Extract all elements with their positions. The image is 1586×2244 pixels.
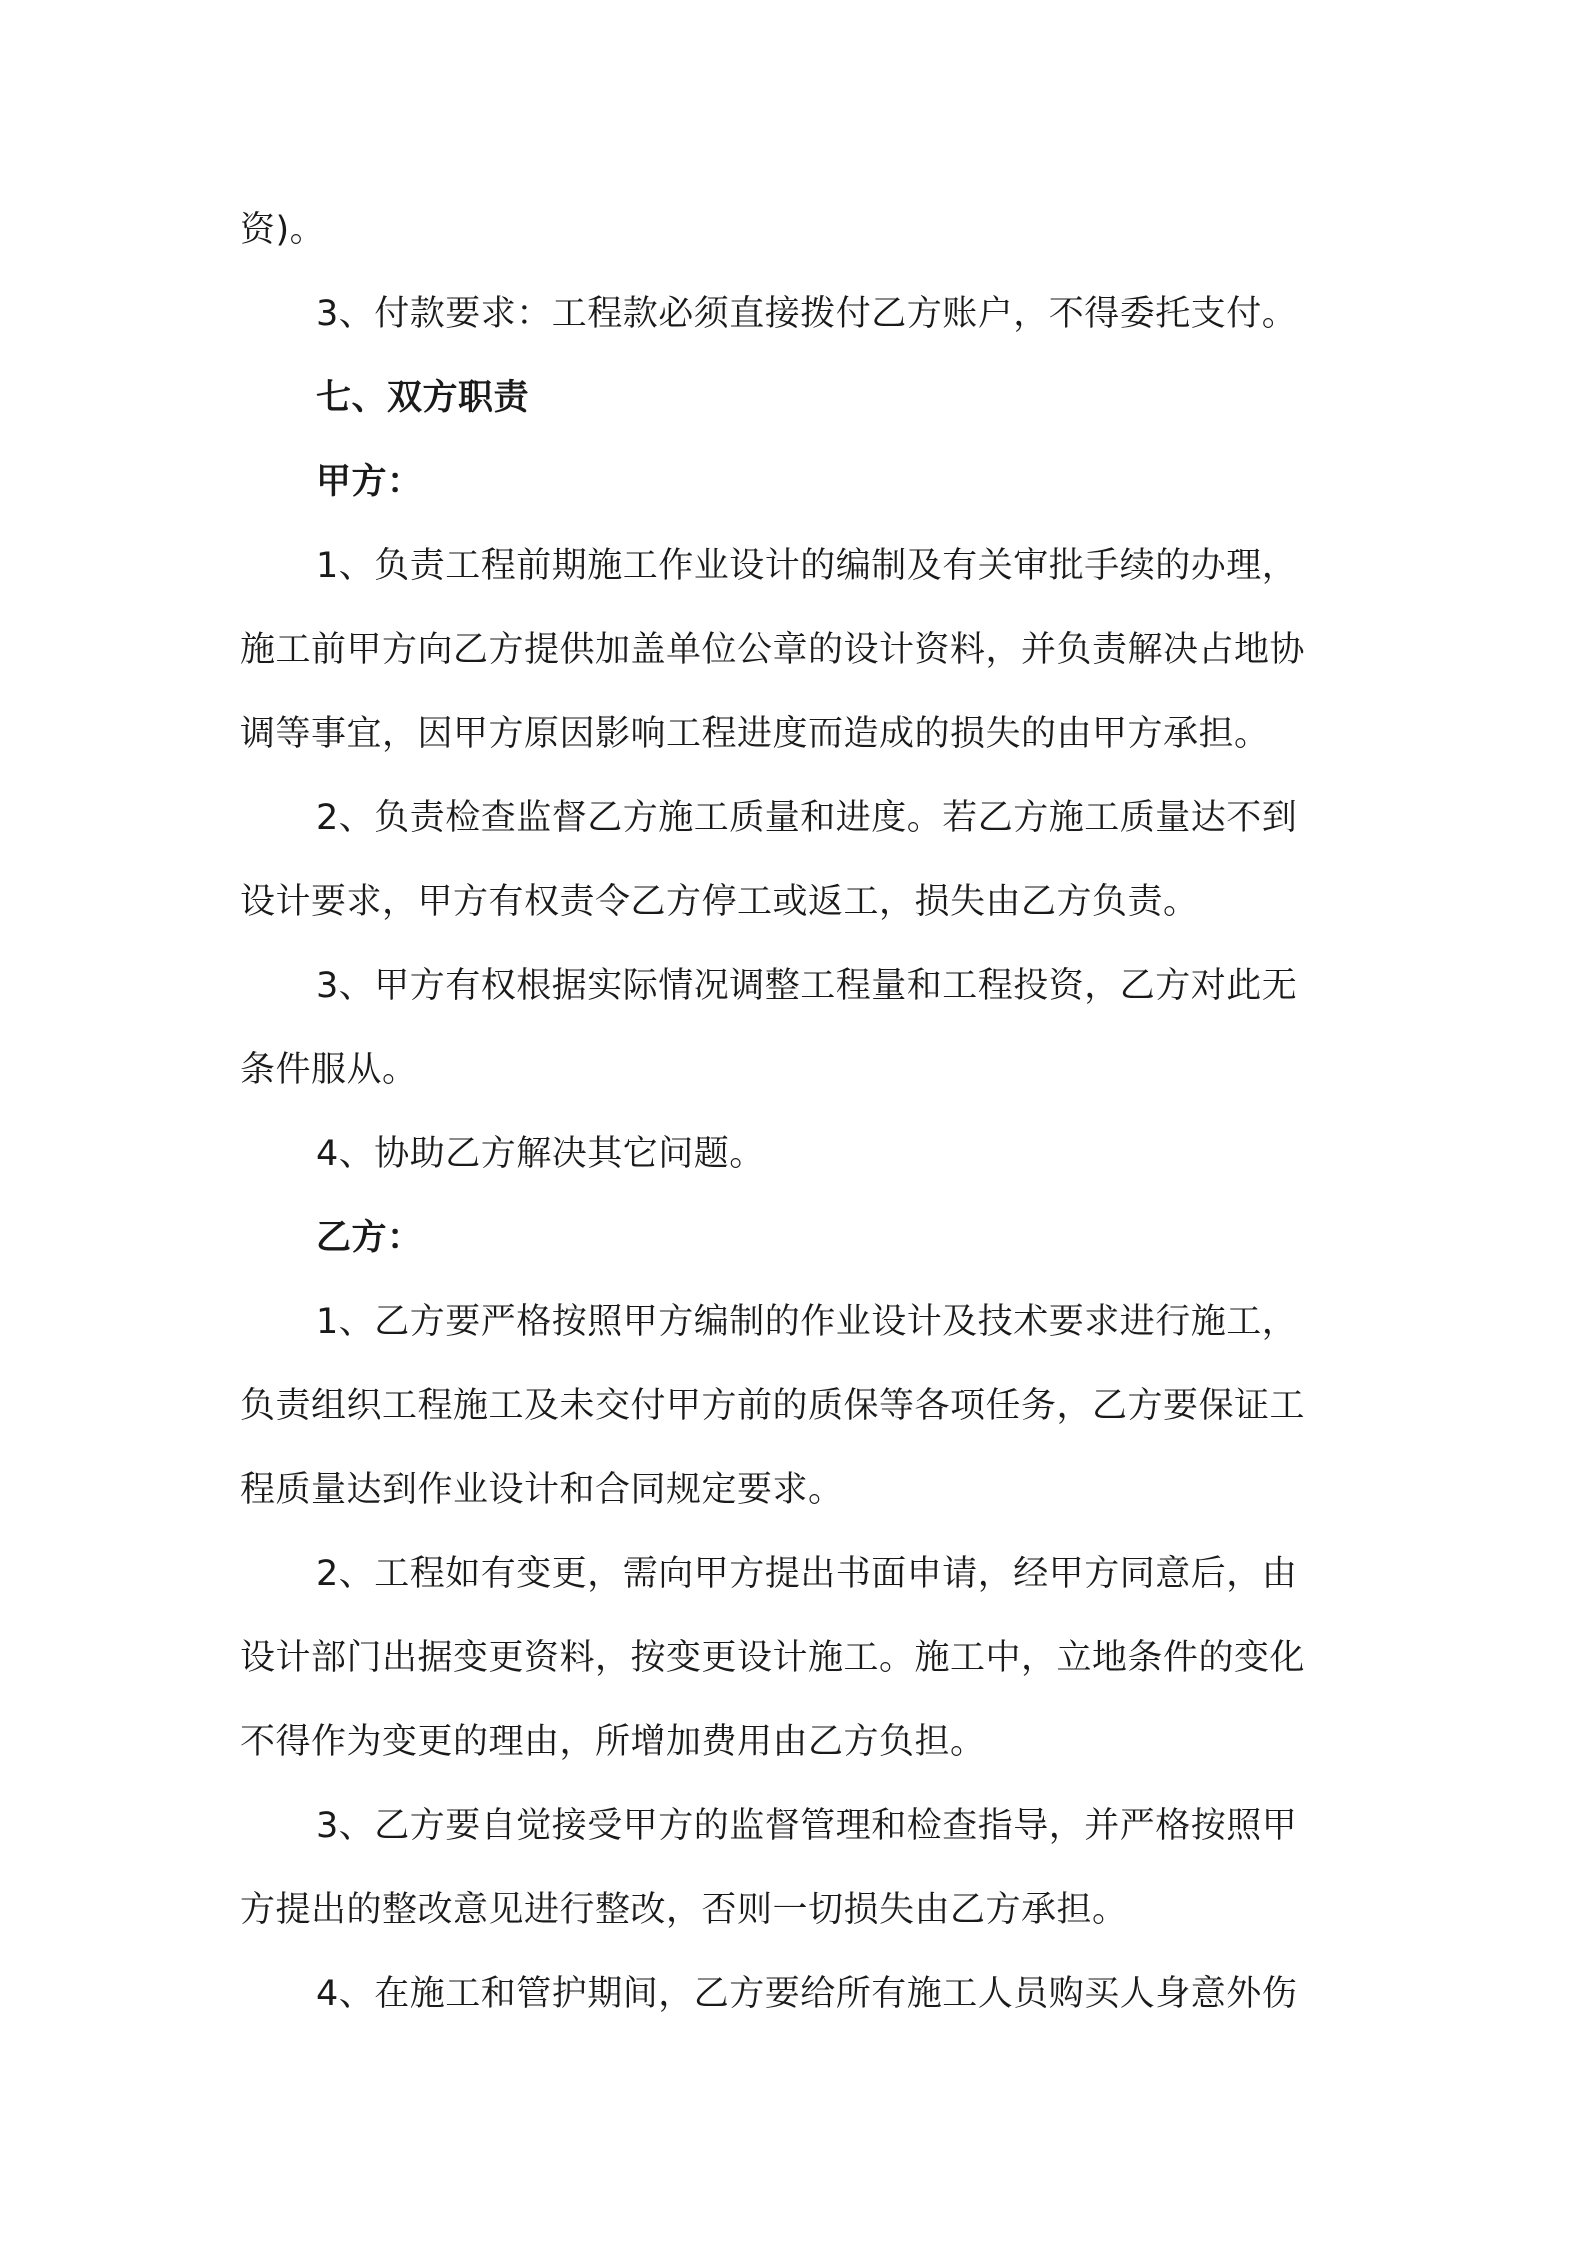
text-line: 施工前甲方向乙方提供加盖单位公章的设计资料，并负责解决占地协	[240, 630, 1306, 670]
text-line: 1、乙方要严格按照甲方编制的作业设计及技术要求进行施工，	[316, 1302, 1298, 1342]
text-line: 调等事宜，因甲方原因影响工程进度而造成的损失的由甲方承担。	[240, 714, 1270, 754]
text-line: 1、负责工程前期施工作业设计的编制及有关审批手续的办理，	[316, 546, 1298, 586]
text-line: 2、负责检查监督乙方施工质量和进度。若乙方施工质量达不到	[316, 798, 1298, 838]
text-line: 资)。	[240, 210, 326, 250]
text-line: 程质量达到作业设计和合同规定要求。	[240, 1470, 844, 1510]
text-line: 条件服从。	[240, 1050, 418, 1090]
subsection-heading: 甲方：	[316, 462, 423, 502]
text-line: 3、乙方要自觉接受甲方的监督管理和检查指导，并严格按照甲	[316, 1806, 1298, 1846]
text-line: 3、付款要求：工程款必须直接拨付乙方账户，不得委托支付。	[316, 294, 1298, 334]
text-line: 4、在施工和管护期间，乙方要给所有施工人员购买人身意外伤	[316, 1974, 1298, 2014]
text-line: 设计要求，甲方有权责令乙方停工或返工，损失由乙方负责。	[240, 882, 1199, 922]
text-line: 方提出的整改意见进行整改，否则一切损失由乙方承担。	[240, 1890, 1128, 1930]
text-line: 2、工程如有变更，需向甲方提出书面申请，经甲方同意后，由	[316, 1554, 1298, 1594]
text-line: 设计部门出据变更资料，按变更设计施工。施工中，立地条件的变化	[240, 1638, 1306, 1678]
text-line: 4、协助乙方解决其它问题。	[316, 1134, 765, 1174]
subsection-heading: 乙方：	[316, 1218, 423, 1258]
text-line: 3、甲方有权根据实际情况调整工程量和工程投资，乙方对此无	[316, 966, 1298, 1006]
text-line: 负责组织工程施工及未交付甲方前的质保等各项任务，乙方要保证工	[240, 1386, 1306, 1426]
section-heading: 七、双方职责	[316, 378, 530, 418]
text-line: 不得作为变更的理由，所增加费用由乙方负担。	[240, 1722, 986, 1762]
